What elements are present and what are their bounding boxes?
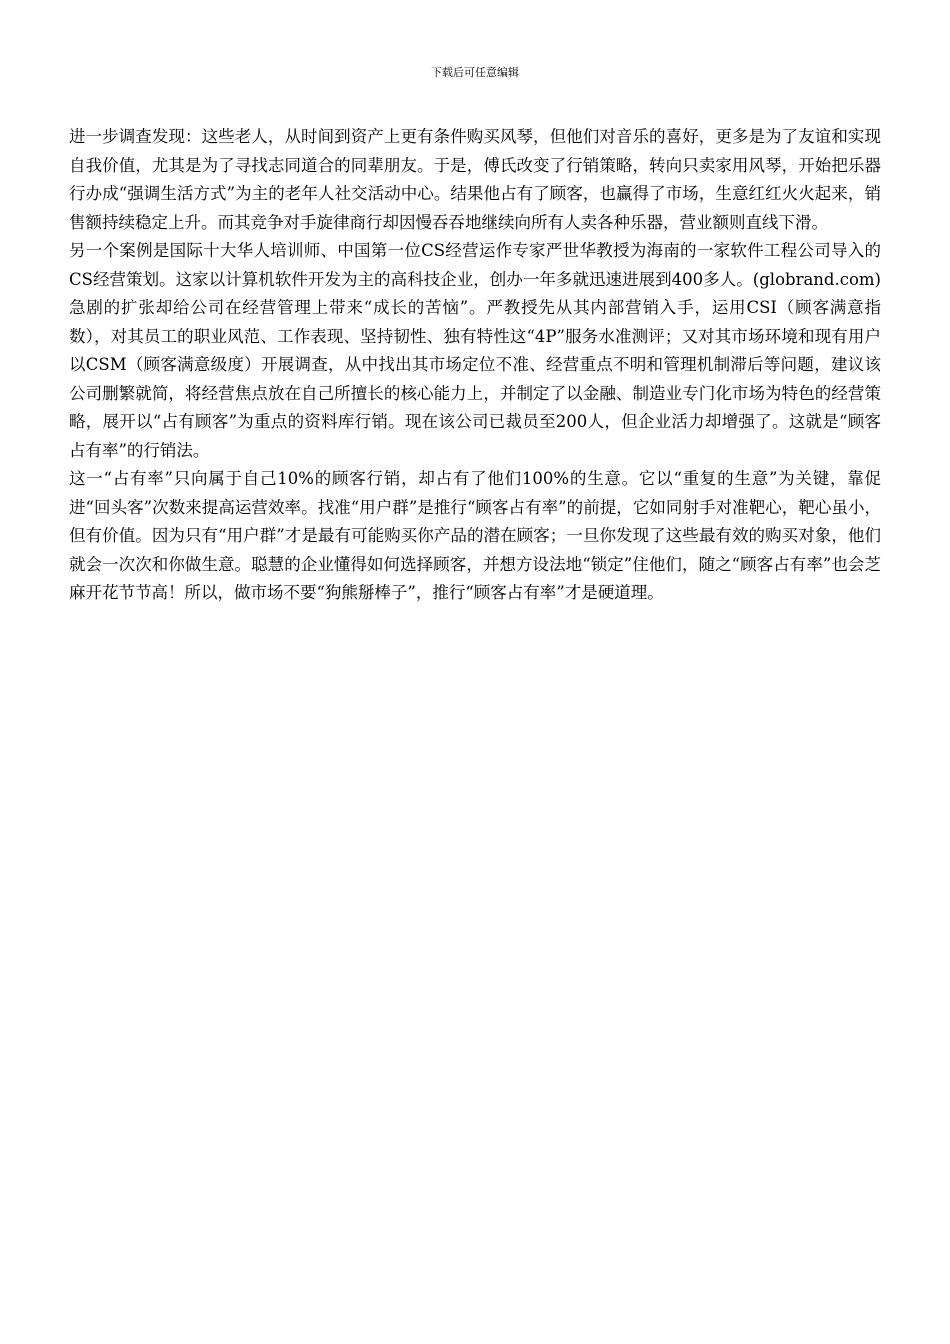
paragraph: 这一“占有率”只向属于自己10%的顾客行销，却占有了他们100%的生意。它以“重复的生意”为关键，靠促进“回头客”次数来提高运营效率。找准“用户群”是推行“顾客占有率”的前提，它如同射手对准靶心，靶心虽小，但有价值。因为只有“用户群”才是最有可能购买你产品的潜在顾客；一旦你发现了这些最有效的购买对象，他们就会一次次和你做生意。聪慧的企业懂得如何选择顾客，并想方设法地“锁定”住他们，随之“顾客占有率”也会芝麻开花节节高！所以，做市场不要“狗熊掰棒子”，推行“顾客占有率”才是硬道理。 <box>69 469 881 602</box>
paragraph: 另一个案例是国际十大华人培训师、中国第一位CS经营运作专家严世华教授为海南的一家软件工程公司导入的CS经营策划。这家以计算机软件开发为主的高科技企业，创办一年多就迅速进展到400多人。(globrand.com)急剧的扩张却给公司在经营管理上带来“成长的苦恼”。严教授先从其内部营销入手，运用CSI（顾客满意指数），对其员工的职业风范、工作表现、坚持韧性、独有特性这“4P”服务水准测评；又对其市场环境和现有用户以CSM（顾客满意级度）开展调查，从中找出其市场定位不准、经营重点不明和管理机制滞后等问题，建议该公司删繁就简，将经营焦点放在自己所擅长的核心能力上，并制定了以金融、制造业专门化市场为特色的经营策略，展开以“占有顾客”为重点的资料库行销。现在该公司已裁员至200人，但企业活力却增强了。这就是“顾客占有率”的行销法。 <box>69 241 881 460</box>
paragraph: 进一步调查发现：这些老人，从时间到资产上更有条件购买风琴，但他们对音乐的喜好，更多是为了友谊和实现自我价值，尤其是为了寻找志同道合的同辈朋友。于是，傅氏改变了行销策略，转向只卖家用风琴，开始把乐器行办成“强调生活方式”为主的老年人社交活动中心。结果他占有了顾客，也赢得了市场，生意红红火火起来，销售额持续稳定上升。而其竞争对手旋律商行却因慢吞吞地继续向所有人卖各种乐器，营业额则直线下滑。 <box>69 127 881 232</box>
page-header: 下载后可任意编辑 <box>431 66 519 79</box>
document-body <box>69 123 881 608</box>
